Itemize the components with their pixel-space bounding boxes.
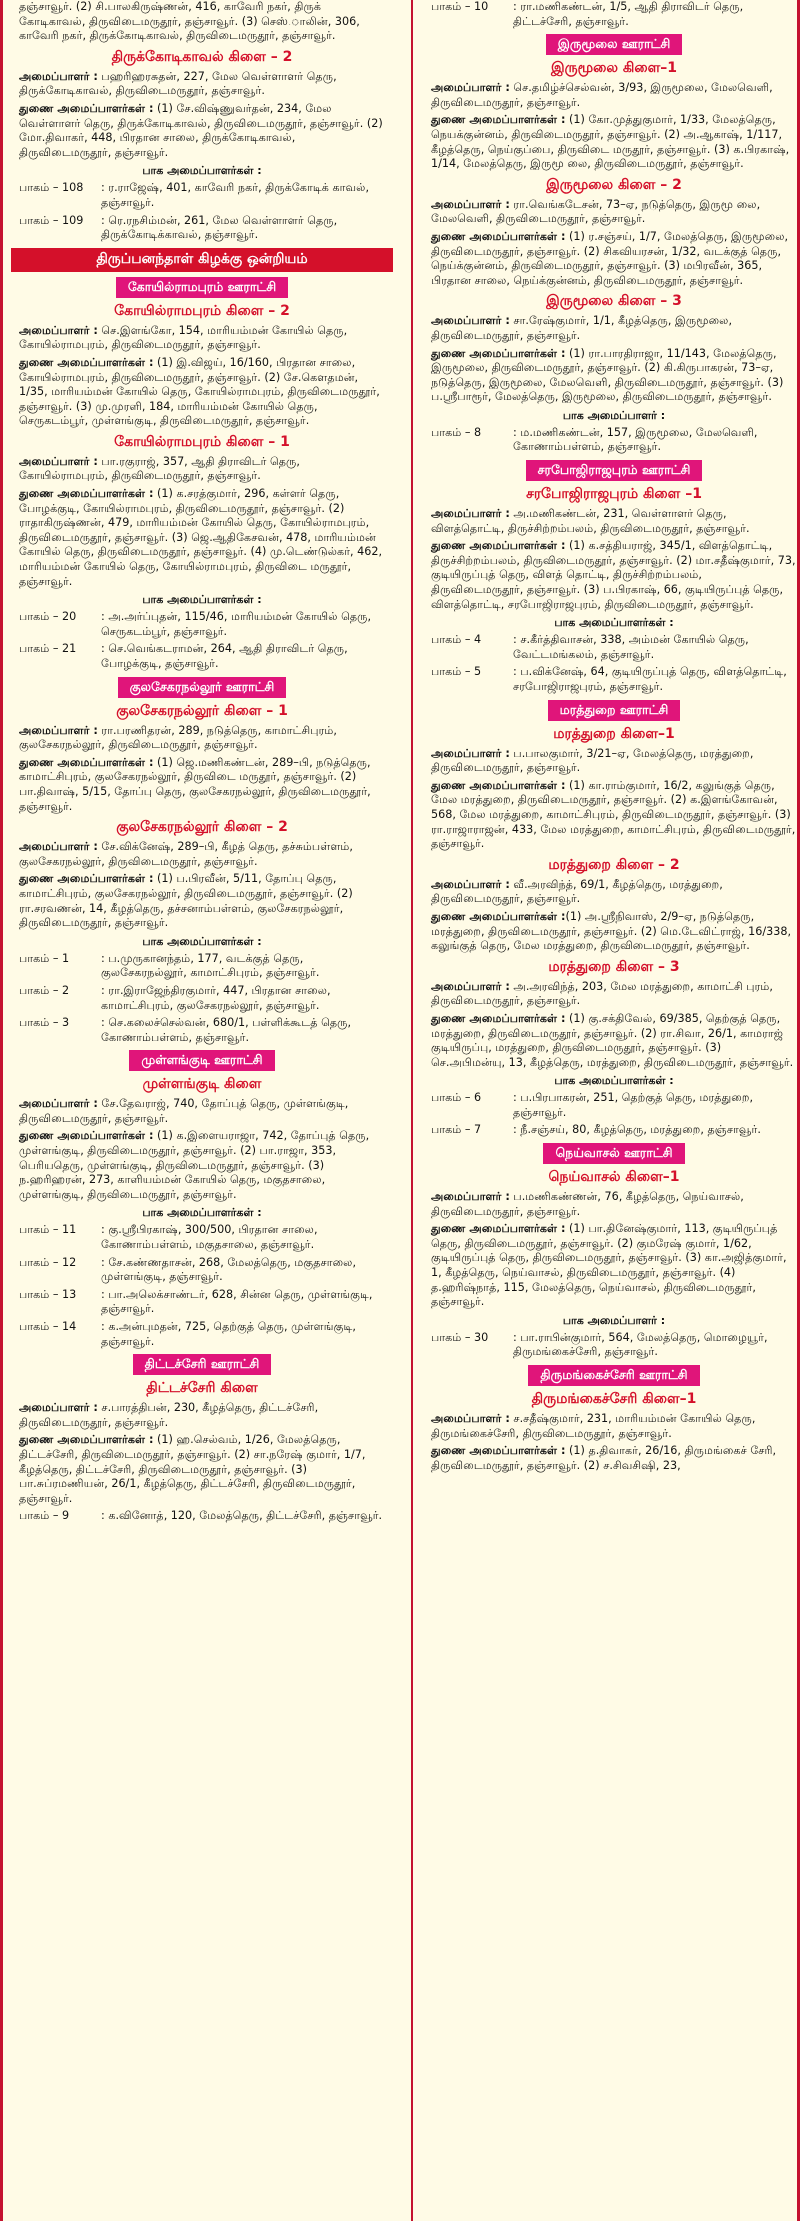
panchayat-heading	[431, 1142, 797, 1164]
officer-role-label: துணை அமைப்பாளர்கள் :	[19, 872, 154, 886]
booth-details: : அ.அர்ப்புதன், 115/46, மாரியம்மன் கோயில் தெரு, செருகடம்பூர், தஞ்சாவூர்.	[101, 610, 372, 638]
officer-role-label: துணை அமைப்பாளர்கள் :	[19, 1129, 154, 1143]
section-subheading: பாக அமைப்பாளர்கள் :	[142, 1206, 262, 1220]
officer-entry	[19, 455, 385, 484]
officer-entry	[431, 980, 797, 1009]
booth-details: : செ.கலைச்செல்வன், 680/1, பள்ளிக்கூடத் தெரு, கோணாம்பள்ளம், தஞ்சாவூர்.	[101, 1016, 352, 1044]
officer-details: ச.சதீஷ்குமார், 231, மாரியம்மன் கோயில் தெரு, திருமங்கைச்சேரி, திருவிடைமருதூர், தஞ்சாவூர்.	[431, 1412, 756, 1440]
officer-details: (1) ர.சஞ்சய், 1/7, மேலத்தெரு, இருமூலை, திருவிடைமருதூர், தஞ்சாவூர். (2) சிகவியரசன், 1/32, வடக்குத் தெரு, நெய்க்குன்னம், திருவிடைமருதூர், தஞ்சாவூர். (3) மபிரவீன், 365, பிரதான சாலை, நெய்க்குன்னம், திருவிடைமருதூர், தஞ்சாவூர்.	[431, 229, 789, 287]
booth-number: பாகம் – 8	[431, 425, 482, 439]
officer-details: பஹரிஹரசுதன், 227, மேல வெள்ளாளர் தெரு, திருக்கோடிகாவல், திருவிடைமருதூர், தஞ்சாவூர்.	[19, 69, 337, 98]
officer-entry	[431, 539, 797, 612]
paragraph: தஞ்சாவூர். (2) சி.பாலகிருஷ்ணன், 416, காவேரி நகர், திருக் கோடிகாவல், திருவிடைமருதூர், தஞ்சாவூர். (3) செஸ்.ாலின், 306, காவேரி நகர், திருக்கோடிகாவல், திருவிடைமருதூர், தஞ்சாவூர்.	[19, 0, 360, 43]
officer-details: செ.இளங்கோ, 154, மாரியம்மன் கோயில் தெரு, கோயில்ராமபுரம், திருவிடைமருதூர், தஞ்சாவூர்.	[19, 323, 348, 352]
booth-entry	[431, 665, 797, 694]
officer-entry	[431, 1412, 797, 1441]
booth-number: பாகம் – 30	[431, 1330, 489, 1344]
booth-entry	[431, 633, 797, 662]
officer-details: செ.தமிழ்ச்செல்வன், 3/93, இருமூலை, மேலவெளி, திருவிடைமருதூர், தஞ்சாவூர்.	[431, 81, 773, 109]
branch-heading: மரத்துறை கிளை – 3	[548, 958, 680, 975]
branch-heading: திருமங்கைச்சேரி கிளை–1	[531, 1391, 697, 1407]
officer-entry	[19, 1433, 385, 1506]
branch-heading: கோயில்ராமபுரம் கிளை – 2	[114, 302, 290, 319]
officer-entry	[19, 70, 385, 99]
officer-entry	[431, 347, 797, 405]
officer-details: (1) கு.சக்திவேல், 69/385, தெற்குத் தெரு, மரத்துறை, திருவிடைமருதூர், தஞ்சாவூர். (2) ரா.சிவா, 26/1, காமராஜ் குடியிருப்பு, மரத்துறை, திருவிடைமருதூர், தஞ்சாவூர். (3) செ.அபிமன்யு, 13, கீழத்தெரு, மரத்துறை, திருவிடைமருதூர், தஞ்சாவூர்.	[431, 1011, 794, 1069]
officer-role-label: அமைப்பாளர் :	[431, 81, 510, 95]
officer-role-label: அமைப்பாளர் :	[19, 840, 98, 854]
officer-role-label: அமைப்பாளர் :	[431, 1190, 510, 1204]
officer-role-label: துணை அமைப்பாளர்கள் :	[431, 346, 566, 360]
officer-role-label: அமைப்பாளர் :	[19, 1401, 98, 1415]
panchayat-heading-label: நெய்வாசல் ஊராட்சி	[543, 1143, 684, 1164]
officer-role-label: அமைப்பாளர் :	[19, 723, 98, 737]
officer-role-label: அமைப்பாளர் :	[431, 314, 510, 328]
section-subheading: பாக அமைப்பாளர்கள் :	[554, 616, 674, 630]
booth-entry	[19, 1288, 385, 1317]
booth-entry	[431, 0, 797, 29]
section-subheading: பாக அமைப்பாளர்கள் :	[142, 593, 262, 607]
booth-entry	[431, 426, 797, 455]
officer-details: (1) கா.ராம்குமார், 16/2, கலுங்குத் தெரு, மேல மரத்துறை, திருவிடைமருதூர், தஞ்சாவூர். (2) க.இளங்கோவன், 568, மேல மரத்துறை, காமாட்சிபுரம், திருவிடைமருதூர், தஞ்சாவூர். (3) ரா.ராஜாராஜன், 433, மேல மரத்துறை, காமாட்சிபுரம், திருவிடைமருதூர், தஞ்சாவூர்.	[431, 778, 796, 851]
officer-details: சே.தேவராஜ், 740, தோப்புத் தெரு, முள்ளங்குடி, திருவிடைமருதூர், தஞ்சாவூர்.	[19, 1097, 349, 1125]
panchayat-heading	[431, 1364, 797, 1386]
officer-role-label: அமைப்பாளர் :	[431, 877, 510, 891]
panchayat-heading	[431, 699, 797, 721]
booth-details: : ச.கீர்த்திவாசன், 338, அம்மன் கோயில் தெரு, வேட்டமங்கலம், தஞ்சாவூர்.	[513, 633, 749, 661]
officer-role-label: துணை அமைப்பாளர்கள் :	[19, 101, 154, 115]
booth-entry	[19, 1223, 385, 1252]
officer-details: (1) ஜெ.மணிகண்டன், 289–பி, நடுத்தெரு, காமாட்சிபுரம், குலசேகரநல்லூர், திருவிடை மருதூர், தஞ்சாவூர். (2) பா.திவாஷ், 5/15, தோப்பு தெரு, குலசேகரநல்லூர், திருவிடைமருதூர், தஞ்சாவூர்.	[19, 755, 371, 813]
officer-role-label: துணை அமைப்பாளர்கள் :	[431, 1444, 566, 1458]
officer-role-label: துணை அமைப்பாளர்கள் :	[431, 539, 566, 553]
booth-number: பாகம் – 10	[431, 0, 489, 13]
booth-number: பாகம் – 14	[19, 1320, 77, 1333]
panchayat-heading-label: திருமங்கைச்சேரி ஊராட்சி	[528, 1365, 699, 1386]
booth-details: : ம.மணிகண்டன், 157, இருமூலை, மேலவெளி, கோணாம்பள்ளம், தஞ்சாவூர்.	[513, 425, 758, 454]
section-subheading: பாக அமைப்பாளர்கள் :	[554, 1074, 674, 1088]
booth-details: : பா.ராபின்குமார், 564, மேலத்தெரு, மொழையூர், திருமங்கைச்சேரி, தஞ்சாவூர்.	[513, 1330, 768, 1359]
union-banner: திருப்பனந்தாள் கிழக்கு ஒன்றியம்	[11, 248, 393, 272]
officer-details: ப.பாலகுமார், 3/21–ஏ, மேலத்தெரு, மரத்துறை, திருவிடைமருதூர், தஞ்சாவூர்.	[431, 746, 754, 775]
booth-number: பாகம் – 13	[19, 1287, 77, 1301]
officer-details: (1) சே.விஷ்ணுவர்தன், 234, மேல வெள்ளாளர் தெரு, திருக்கோடிகாவல், திருவிடைமருதூர், தஞ்சாவூர். (2) மோ.திவாகர், 448, பிரதான சாலை, திருக்கோடிகாவல், திருவிடைமருதூர், தஞ்சாவூர்.	[19, 101, 383, 159]
booth-details: : ரா.மணிகண்டன், 1/5, ஆதி திராவிடர் தெரு, திட்டச்சேரி, தஞ்சாவூர்.	[513, 0, 744, 28]
officer-details: ப.மணிகண்ணன், 76, கீழத்தெரு, நெய்வாசல், திருவிடைமருதூர், தஞ்சாவூர்.	[431, 1190, 744, 1218]
officer-details: ரா.வெங்கடேசன், 73–ஏ, நடுத்தெரு, இருமூ லை, மேலவெளி, திருவிடைமருதூர், தஞ்சாவூர்.	[431, 197, 761, 226]
panchayat-heading-label: மரத்துறை ஊராட்சி	[548, 700, 681, 721]
booth-number: பாகம் – 9	[19, 1509, 70, 1523]
booth-number: பாகம் – 5	[431, 665, 482, 679]
left-column	[11, 0, 393, 1527]
officer-entry	[431, 1222, 797, 1310]
booth-details: : க.வினோத், 120, மேலத்தெரு, திட்டச்சேரி, தஞ்சாவூர்.	[101, 1509, 383, 1523]
officer-details: ரா.பரணிதரன், 289, நடுத்தெரு, காமாட்சிபுரம், குலசேகரநல்லூர், திருவிடைமருதூர், தஞ்சாவூர்.	[19, 723, 337, 752]
branch-heading: குலசேகரநல்லூர் கிளை – 2	[116, 819, 288, 836]
officer-entry	[431, 1190, 797, 1219]
booth-number: பாகம் – 20	[19, 610, 77, 624]
section-subheading: பாக அமைப்பாளர் :	[562, 1313, 666, 1327]
officer-entry	[431, 113, 797, 171]
officer-role-label: துணை அமைப்பாளர்கள் :	[19, 1433, 154, 1447]
panchayat-heading-label: குலசேகரநல்லூர் ஊராட்சி	[118, 677, 287, 698]
officer-details: (1) அ.ஸ்ரீநிவாஸ், 2/9–ஏ, நடுத்தெரு, மரத்துறை, திருவிடைமருதூர், தஞ்சாவூர். (2) மெ.டேவிட்ராஜ், 16/338, கலுங்குத் தெரு, மேல மரத்துறை, திருவிடைமருதூர், தஞ்சாவூர்.	[431, 909, 792, 953]
booth-entry	[431, 1331, 797, 1360]
panchayat-heading-label: சரபோஜிராஜபுரம் ஊராட்சி	[526, 460, 703, 481]
officer-details: அ.மணிகண்டன், 231, வெள்ளாளர் தெரு, விளத்தொட்டி, திருச்சிற்றம்பலம், திருவிடைமருதூர், தஞ்சாவூர்.	[431, 507, 750, 535]
officer-role-label: அமைப்பாளர் :	[19, 69, 98, 83]
branch-heading: இருமூலை கிளை–1	[551, 60, 677, 77]
booth-details: : ரெ.ரநசிம்மன், 261, மேல வெள்ளாளர் தெரு, திருக்கோடிக்காவல், தஞ்சாவூர்.	[101, 213, 338, 242]
officer-details: (1) இ.விஜய், 16/160, பிரதான சாலை, கோயில்ராமபுரம், திருவிடைமருதூர், தஞ்சாவூர். (2) சே.கௌதமன், 1/35, மாரியம்மன் கோயில் தெரு, கோயில்ராமபுரம், திருவிடைமருதூர், தஞ்சாவூர். (3) மு.முரளி, 184, மாரியம்மன் கோயில் தெரு, செருகடம்பூர், முள்ளங்குடி, திருவிடைமருதூர், தஞ்சாவூர்.	[19, 355, 380, 428]
officer-role-label: துணை அமைப்பாளர்கள் :	[431, 113, 566, 127]
officer-entry	[19, 872, 385, 930]
officer-entry	[431, 779, 797, 852]
branch-heading: திருக்கோடிகாவல் கிளை – 2	[111, 48, 293, 65]
officer-details: (1) கோ.முத்துகுமார், 1/33, மேலத்தெரு, நெயக்குன்னம், திருவிடைமருதூர், தஞ்சாவூர். (2) அ.ஆகாஷ், 1/117, கீழத்தெரு, நெய்குப்பை, திருவிடை மருதூர், தஞ்சாவூர். (3) க.பிரகாஷ், 1/14, மேலத்தெரு, இருமூ லை, திருவிடைமருதூர், தஞ்சாவூர்.	[431, 113, 790, 171]
booth-entry	[431, 1123, 797, 1138]
officer-role-label: அமைப்பாளர் :	[19, 454, 98, 468]
panchayat-heading	[431, 33, 797, 55]
booth-entry	[19, 181, 385, 210]
booth-entry	[19, 1320, 385, 1349]
officer-details: (1) க.இளையராஜா, 742, தோப்புத் தெரு, முள்ளங்குடி, திருவிடைமருதூர், தஞ்சாவூர். (2) பா.ராஜா, 353, பெரியதெரு, முள்ளங்குடி, திருவிடைமருதூர், தஞ்சாவூர். (3) ந.ஹரிஹரன், 273, காளியம்மன் கோயில் தெரு, மகுதசாலை, முள்ளங்குடி, திருவிடைமருதூர், தஞ்சாவூர்.	[19, 1129, 370, 1201]
branch-heading: மரத்துறை கிளை–1	[553, 725, 675, 742]
officer-entry	[19, 356, 385, 429]
officer-details: (1) த.திவாகர், 26/16, திருமங்கைச் சேரி, திருவிடைமருதூர், தஞ்சாவூர். (2) ச.சிவசிஷி, 23,	[431, 1444, 777, 1472]
officer-role-label: துணை அமைப்பாளர்கள் :	[431, 1011, 566, 1025]
panchayat-heading	[19, 1049, 385, 1071]
officer-details: சே.விக்னேஷ், 289–பி, கீழத் தெரு, தச்சும்பள்ளம், குலசேகரநல்லூர், திருவிடைமருதூர், தஞ்சாவூர்.	[19, 840, 353, 868]
section-subheading: பாக அமைப்பாளர் :	[562, 408, 666, 422]
booth-details: : ப.முருகானந்தம், 177, வடக்குத் தெரு, குலசேகரநல்லூர், காமாட்சிபுரம், தஞ்சாவூர்.	[101, 951, 320, 980]
officer-details: (1) ரா.பாரதிராஜா, 11/143, மேலத்தெரு, இருமூலை, திருவிடைமருதூர், தஞ்சாவூர். (2) கி.கிருபாகரன், 73–ஏ, நடுத்தெரு, இருமூலை, மேலவெளி, திருவிடைமருதூர், தஞ்சாவூர். (3) ப.ஸ்ரீபாரூர், மேலத்தெரு, இருமூலை, திருவிடைமருதூர், தஞ்சாவூர்.	[431, 346, 784, 404]
officer-entry	[431, 81, 797, 110]
officer-role-label: அமைப்பாளர் :	[19, 323, 98, 337]
branch-heading: திட்டச்சேரி கிளை	[146, 1380, 258, 1397]
section-subheading: பாக அமைப்பாளர்கள் :	[142, 164, 262, 178]
officer-role-label: துணை அமைப்பாளர்கள் :	[19, 355, 154, 369]
officer-details: (1) க.சத்தியராஜ், 345/1, விளத்தொட்டி, திருச்சிற்றம்பலம், திருவிடைமருதூர், தஞ்சாவூர். (2) மா.சதீஷ்குமார், 73, குடியிருப்புத் தெரு, விளத் தொட்டி, திருச்சிற்றம்பலம், திருவிடைமருதூர், தஞ்சாவூர். (3) ப.பிரகாஷ், 66, குடியிருப்புத் தெரு, விளத்தொட்டி, சரபோஜிராஜபுரம், திருவிடைமருதூர், தஞ்சாவூர்.	[431, 539, 796, 611]
officer-entry	[431, 198, 797, 227]
booth-number: பாகம் – 109	[19, 213, 84, 227]
officer-details: (1) பா.தினேஷ்குமார், 113, குடியிருப்புத் தெரு, திருவிடைமருதூர், தஞ்சாவூர். (2) குமரேஷ் குமார், 1/62, குடியிருப்புத் தெரு, திருவிடைமருதூர், தஞ்சாவூர். (3) கா.அஜித்குமார், 1, கீழத்தெரு, நெய்வாசல், திருவிடைமருதூர், தஞ்சாவூர். (4) த.ஹரிஷ்நாத், 115, மேலத்தெரு, நெய்வாசல், திருவிடைமருதூர், தஞ்சாவூர்.	[431, 1222, 787, 1309]
officer-entry	[19, 1129, 385, 1202]
officer-role-label: துணை அமைப்பாளர்கள் :	[19, 487, 154, 501]
officer-role-label: அமைப்பாளர் :	[431, 979, 510, 993]
branch-heading: நெய்வாசல் கிளை–1	[548, 1169, 680, 1186]
officer-entry	[431, 878, 797, 907]
right-column	[423, 0, 800, 1476]
officer-entry	[431, 910, 797, 954]
booth-entry	[19, 1256, 385, 1285]
booth-details: : ப.பிரபாகரன், 251, தெற்குத் தெரு, மரத்துறை, தஞ்சாவூர்.	[513, 1091, 754, 1119]
officer-details: ச.பாரத்திபன், 230, கீழத்தெரு, திட்டச்சேரி, திருவிடைமருதூர், தஞ்சாவூர்.	[19, 1401, 319, 1429]
officer-entry	[431, 230, 797, 288]
branch-heading: குலசேகரநல்லூர் கிளை – 1	[116, 702, 288, 719]
branch-heading: இருமூலை கிளை – 3	[546, 293, 682, 310]
booth-number: பாகம் – 108	[19, 181, 84, 195]
booth-details: : ர.ராஜேஷ், 401, காவேரி நகர், திருக்கோடிக் காவல், தஞ்சாவூர்.	[101, 181, 370, 209]
officer-details: (1) ப.பிரவீன், 5/11, தோப்பு தெரு, காமாட்சிபுரம், குலசேகரநல்லூர், திருவிடைமருதூர், தஞ்சாவூர். (2) ரா.சரவணன், 14, கீழத்தெரு, தச்சனாம்பள்ளம், குலசேகரநல்லூர், திருவிடைமருதூர், தஞ்சாவூர்.	[19, 872, 353, 930]
officer-role-label: அமைப்பாளர் :	[431, 507, 510, 521]
officer-details: (1) க.சரத்குமார், 296, கள்ளர் தெரு, போழக்குடி, கோயில்ராமபுரம், திருவிடைமருதூர், தஞ்சாவூர். (2) ராதாகிருஷ்ணன், 479, மாரியம்மன் கோயில் தெரு, கோயில்ராமபுரம், திருவிடைமருதூர், தஞ்சாவூர். (3) ஜெ.ஆதிகேசவன், 478, மாரியம்மன் கோயில் தெரு, திருவிடைமருதூர், தஞ்சாவூர். (4) மு.டெண்டுல்கர், 462, மாரியம்மன் கோயில் தெரு, கோயில்ராமபுரம், திருவிடை மருதூர், தஞ்சாவூர்.	[19, 487, 383, 588]
panchayat-heading-label: இருமூலை ஊராட்சி	[546, 34, 683, 55]
officer-role-label: துணை அமைப்பாளர்கள் :	[19, 755, 154, 769]
booth-number: பாகம் – 21	[19, 642, 77, 656]
booth-number: பாகம் – 12	[19, 1255, 77, 1269]
branch-heading: சரபோஜிராஜபுரம் கிளை –1	[526, 486, 702, 503]
officer-role-label: அமைப்பாளர் :	[19, 1097, 98, 1111]
branch-heading: மரத்துறை கிளை – 2	[548, 856, 680, 873]
panchayat-heading	[431, 459, 797, 481]
officer-role-label: துணை அமைப்பாளர்கள் :	[431, 778, 566, 792]
booth-details: : ப.விக்னேஷ், 64, குடியிருப்புத் தெரு, விளத்தொட்டி, சரபோஜிராஜபுரம், தஞ்சாவூர்.	[513, 665, 787, 693]
officer-details: அ.அரவிந்த், 203, மேல மரத்துறை, காமாட்சி புரம், திருவிடைமருதூர், தஞ்சாவூர்.	[431, 979, 773, 1008]
booth-number: பாகம் – 7	[431, 1123, 482, 1137]
booth-entry	[19, 1509, 385, 1524]
officer-role-label: அமைப்பாளர் :	[431, 746, 510, 760]
booth-entry	[19, 642, 385, 671]
officer-entry	[431, 507, 797, 536]
column-divider	[411, 0, 413, 2221]
booth-details: : சே.கண்ணதாசன், 268, மேலத்தெரு, மகுதசாலை, முள்ளங்குடி, தஞ்சாவூர்.	[101, 1255, 357, 1284]
officer-details: (1) ஹ.செல்வம், 1/26, மேலத்தெரு, திட்டச்சேரி, திருவிடைமருதூர், தஞ்சாவூர். (2) சா.நரேஷ் குமார், 1/7, கீழத்தெரு, திட்டச்சேரி, திருவிடைமருதூர், தஞ்சாவூர். (3) பா.சுப்ரமணியன், 26/1, கீழத்தெரு, திட்டச்சேரி, திருவிடைமருதூர், தஞ்சாவூர்.	[19, 1433, 366, 1505]
officer-entry	[19, 487, 385, 589]
booth-number: பாகம் – 2	[19, 983, 70, 997]
panchayat-heading-label: திட்டச்சேரி ஊராட்சி	[133, 1354, 272, 1375]
panchayat-heading	[19, 1353, 385, 1375]
officer-role-label: அமைப்பாளர் :	[431, 197, 510, 211]
officer-entry	[19, 102, 385, 160]
booth-number: பாகம் – 6	[431, 1091, 482, 1105]
booth-number: பாகம் – 4	[431, 633, 482, 647]
officer-entry	[19, 756, 385, 814]
officer-entry	[19, 324, 385, 353]
booth-details: : செ.வெங்கடராமன், 264, ஆதி திராவிடர் தெரு, போழக்குடி, தஞ்சாவூர்.	[101, 642, 348, 670]
officer-entry	[431, 1444, 797, 1473]
booth-entry	[19, 214, 385, 243]
officer-role-label: துணை அமைப்பாளர்கள் :	[431, 1222, 566, 1236]
officer-entry	[431, 1012, 797, 1070]
booth-entry	[19, 952, 385, 981]
booth-details: : பா.அலெக்சாண்டர், 628, சின்ன தெரு, முள்ளங்குடி, தஞ்சாவூர்.	[101, 1287, 373, 1316]
officer-entry	[431, 314, 797, 343]
officer-entry	[431, 747, 797, 776]
section-subheading: பாக அமைப்பாளர்கள் :	[142, 934, 262, 948]
panchayat-heading	[19, 276, 385, 298]
booth-number: பாகம் – 11	[19, 1223, 77, 1237]
officer-entry	[19, 1401, 385, 1430]
officer-entry	[19, 1097, 385, 1126]
booth-details: : நீ.சஞ்சய், 80, கீழத்தெரு, மரத்துறை, தஞ்சாவூர்.	[513, 1123, 761, 1137]
booth-number: பாகம் – 3	[19, 1016, 70, 1030]
officer-role-label: அமைப்பாளர் :	[431, 1412, 510, 1425]
officer-details: பா.ரகுராஜ், 357, ஆதி திராவிடர் தெரு, கோயில்ராமபுரம், திருவிடைமருதூர், தஞ்சாவூர்.	[19, 454, 300, 483]
booth-details: : க.அன்புமதன், 725, தெற்குத் தெரு, முள்ளங்குடி, தஞ்சாவூர்.	[101, 1320, 356, 1348]
officer-role-label: துணை அமைப்பாளர்கள் :	[431, 229, 566, 243]
officer-details: சா.ரேஷ்குமார், 1/1, கீழத்தெரு, இருமூலை, திருவிடைமருதூர், தஞ்சாவூர்.	[431, 314, 733, 342]
booth-number: பாகம் – 1	[19, 951, 70, 965]
branch-heading: இருமூலை கிளை – 2	[546, 176, 682, 193]
panchayat-heading	[19, 676, 385, 698]
panchayat-heading-label: முள்ளங்குடி ஊராட்சி	[129, 1050, 274, 1071]
officer-role-label: துணை அமைப்பாளர்கள் :	[431, 909, 566, 923]
booth-entry	[19, 984, 385, 1013]
panchayat-heading-label: கோயில்ராமபுரம் ஊராட்சி	[116, 277, 288, 298]
booth-details: : ரா.இராஜேந்திரகுமார், 447, பிரதான சாலை, காமாட்சிபுரம், குலசேகரநல்லூர், தஞ்சாவூர்.	[101, 983, 331, 1012]
booth-entry	[431, 1091, 797, 1120]
officer-entry	[19, 724, 385, 753]
booth-entry	[19, 610, 385, 639]
booth-details: : கு.ஸ்ரீபிரகாஷ், 300/500, பிரதான சாலை, கோணாம்பள்ளம், மகுதசாலை, தஞ்சாவூர்.	[101, 1223, 318, 1252]
booth-entry	[19, 1016, 385, 1045]
officer-entry	[19, 840, 385, 869]
officer-details: வீ.அரவிந்த், 69/1, கீழத்தெரு, மரத்துறை, திருவிடைமருதூர், தஞ்சாவூர்.	[431, 877, 723, 906]
branch-heading: முள்ளங்குடி கிளை	[142, 1076, 262, 1093]
branch-heading: கோயில்ராமபுரம் கிளை – 1	[114, 433, 290, 450]
